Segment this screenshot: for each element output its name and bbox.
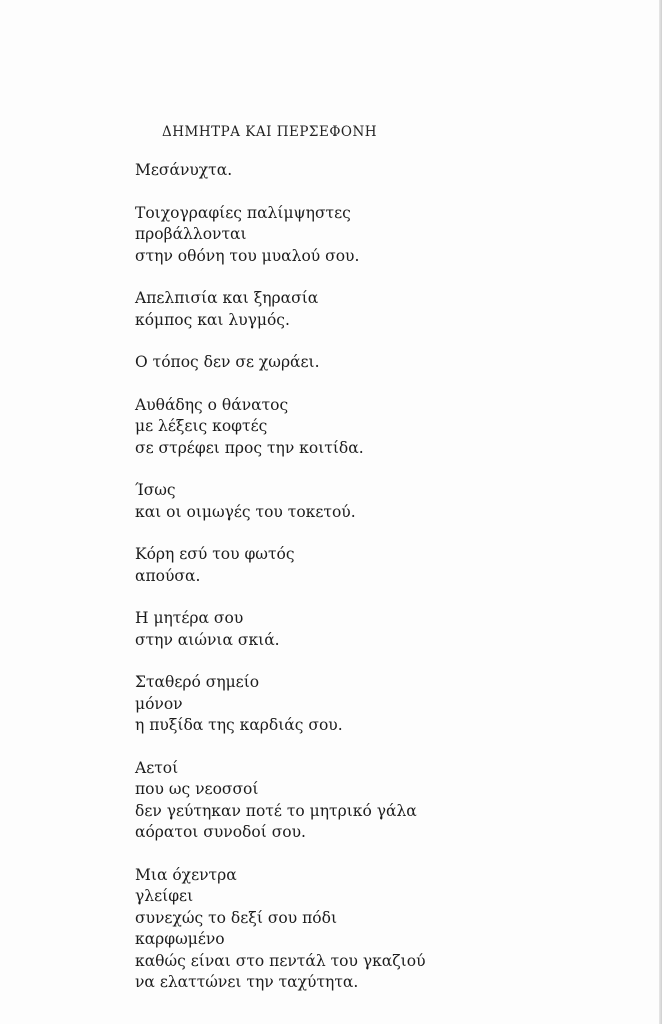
poem-line: γλείφει: [135, 887, 194, 905]
poem-line: καρφωμένο: [135, 930, 225, 948]
poem-line: σε στρέφει προς την κοιτίδα.: [135, 438, 364, 457]
poem-line: προβάλλονται: [135, 225, 247, 243]
poem-body: [135, 160, 635, 994]
poem-line: η πυξίδα της καρδιάς σου.: [135, 716, 343, 734]
poem-line: να ελαττώνει την ταχύτητα.: [135, 973, 359, 991]
poem-line: στην οθόνη του μυαλού σου.: [135, 246, 360, 265]
poem-line: αόρατοι συνοδοί σου.: [135, 823, 306, 841]
stanza: [135, 758, 635, 844]
poem-line: με λέξεις κοφτές: [135, 417, 268, 435]
poem-line: και οι οιμωγές του τοκετού.: [135, 502, 356, 521]
stanza: [135, 160, 635, 182]
poem-line: Αετοί: [135, 758, 179, 777]
stanza: [135, 480, 635, 523]
poem-line: Μεσάνυχτα.: [135, 161, 233, 179]
poem-line: Ο τόπος δεν σε χωράει.: [135, 353, 320, 371]
stanza: [135, 865, 635, 994]
stanza: [135, 203, 635, 268]
poem-line: μόνον: [135, 694, 183, 713]
poem-line: Σταθερό σημείο: [135, 673, 260, 691]
stanza: [135, 288, 635, 331]
poem-line: στην αιώνια σκιά.: [135, 630, 280, 649]
poem-line: απούσα.: [135, 566, 201, 585]
stanza: [135, 672, 635, 737]
poem-line: καθώς είναι στο πεντάλ του γκαζιού: [135, 951, 426, 970]
poem-line: Ίσως: [135, 481, 176, 499]
poem-line: Τοιχογραφίες παλίμψηστες: [135, 203, 351, 222]
stanza: [135, 395, 635, 460]
poem-line: δεν γεύτηκαν ποτέ το μητρικό γάλα: [135, 801, 417, 820]
poem-line: Αυθάδης ο θάνατος: [135, 395, 289, 414]
poem-line: Μια όχεντρα: [135, 865, 237, 884]
stanza: [135, 544, 635, 587]
poem-line: συνεχώς το δεξί σου πόδι: [135, 908, 338, 927]
poem-line: κόμπος και λυγμός.: [135, 310, 290, 329]
stanza: [135, 352, 635, 374]
poem-line: Κόρη εσύ του φωτός: [135, 545, 295, 563]
poem-line: Απελπισία και ξηρασία: [135, 289, 319, 307]
poem-line: που ως νεοσσοί: [135, 780, 259, 798]
stanza: [135, 608, 635, 651]
poem-title: ΔΗΜΗΤΡΑ ΚΑΙ ΠΕΡΣΕΦΟΝΗ: [162, 124, 378, 140]
poem-line: Η μητέρα σου: [135, 609, 244, 627]
